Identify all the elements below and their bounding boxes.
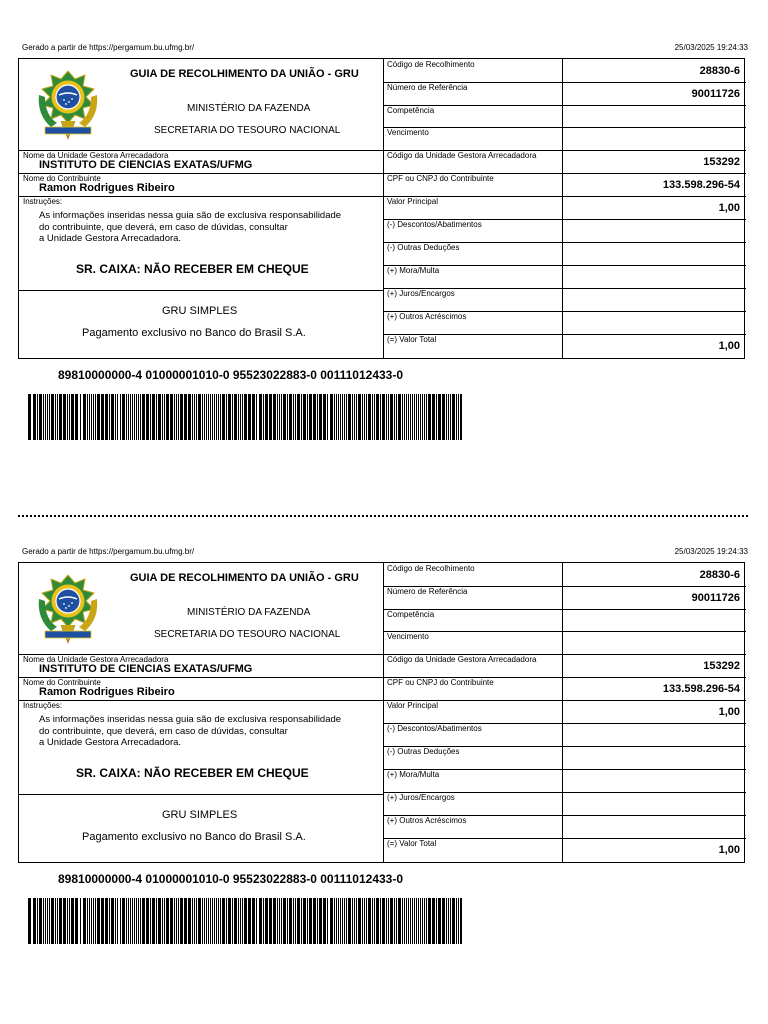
field-label: Número de Referência xyxy=(387,587,468,596)
barcode-icon xyxy=(28,394,462,440)
brazil-coat-of-arms-icon xyxy=(31,569,105,647)
form-title: GUIA DE RECOLHIMENTO DA UNIÃO - GRU xyxy=(130,68,359,80)
payment-note: Pagamento exclusivo no Banco do Brasil S.A. xyxy=(82,327,306,339)
field-label: (+) Juros/Encargos xyxy=(387,289,455,298)
field-label: (+) Juros/Encargos xyxy=(387,793,455,802)
ministry-name: MINISTÉRIO DA FAZENDA xyxy=(187,607,311,618)
no-cheque-notice: SR. CAIXA: NÃO RECEBER EM CHEQUE xyxy=(76,262,309,276)
field-value: 1,00 xyxy=(718,706,740,718)
contributor-value: Ramon Rodrigues Ribeiro xyxy=(39,182,175,194)
generated-from-text: Gerado a partir de https://pergamum.bu.ufmg.br/ xyxy=(22,547,195,556)
field-value: 90011726 xyxy=(691,88,740,100)
field-label: Competência xyxy=(387,106,435,115)
instructions-label: Instruções: xyxy=(23,701,63,710)
contributor-value: Ramon Rodrigues Ribeiro xyxy=(39,686,175,698)
field-label: Competência xyxy=(387,610,435,619)
field-label: (=) Valor Total xyxy=(387,839,437,848)
barcode-icon xyxy=(28,898,462,944)
contributor-label: Nome do Contribuinte xyxy=(23,174,101,183)
field-label: (-) Outras Deduções xyxy=(387,747,460,756)
field-label: Vencimento xyxy=(387,632,429,641)
digitable-line: 89810000000-4 01000001010-0 95523022883-0 00111012433-0 xyxy=(58,872,404,886)
field-label: (-) Outras Deduções xyxy=(387,243,460,252)
instructions-label: Instruções: xyxy=(23,197,63,206)
field-value: 28830-6 xyxy=(699,569,740,581)
field-label: Número de Referência xyxy=(387,83,468,92)
field-label: Código de Recolhimento xyxy=(387,564,475,573)
field-value: 1,00 xyxy=(718,340,740,352)
field-label: Código da Unidade Gestora Arrecadadora xyxy=(387,151,537,160)
field-label: (+) Outros Acréscimos xyxy=(387,816,467,825)
form-title: GUIA DE RECOLHIMENTO DA UNIÃO - GRU xyxy=(130,572,359,584)
field-value: 153292 xyxy=(703,660,740,672)
gru-form xyxy=(18,562,745,863)
ug-label: Nome da Unidade Gestora Arrecadadora xyxy=(23,655,169,664)
field-label: Código de Recolhimento xyxy=(387,60,475,69)
timestamp: 25/03/2025 19:24:33 xyxy=(674,43,748,52)
field-label: CPF ou CNPJ do Contribuinte xyxy=(387,174,494,183)
payment-note: Pagamento exclusivo no Banco do Brasil S.A. xyxy=(82,831,306,843)
gru-form xyxy=(18,58,745,359)
field-value: 90011726 xyxy=(691,592,740,604)
ug-value: INSTITUTO DE CIENCIAS EXATAS/UFMG xyxy=(39,159,253,171)
field-value: 1,00 xyxy=(718,844,740,856)
digitable-line: 89810000000-4 01000001010-0 95523022883-0 00111012433-0 xyxy=(58,368,404,382)
field-label: (+) Mora/Multa xyxy=(387,266,440,275)
gru-type: GRU SIMPLES xyxy=(162,305,238,317)
field-label: CPF ou CNPJ do Contribuinte xyxy=(387,678,494,687)
instructions-text: As informações inseridas nessa guia são de exclusiva responsabilidade do contribuinte, que deverá, em caso de dúvidas, consultar a Unidade Gestora Arrecadadora. xyxy=(39,714,342,748)
field-label: (-) Descontos/Abatimentos xyxy=(387,220,482,229)
instructions-text: As informações inseridas nessa guia são de exclusiva responsabilidade do contribuinte, que deverá, em caso de dúvidas, consultar a Unidade Gestora Arrecadadora. xyxy=(39,210,342,244)
gru-slip-2 xyxy=(0,544,768,886)
contributor-label: Nome do Contribuinte xyxy=(23,678,101,687)
field-label: Valor Principal xyxy=(387,701,438,710)
field-label: Código da Unidade Gestora Arrecadadora xyxy=(387,655,537,664)
field-value: 1,00 xyxy=(718,202,740,214)
ministry-name: MINISTÉRIO DA FAZENDA xyxy=(187,103,311,114)
field-value: 133.598.296-54 xyxy=(662,179,740,191)
cut-line xyxy=(18,515,748,517)
ug-label: Nome da Unidade Gestora Arrecadadora xyxy=(23,151,169,160)
field-value: 153292 xyxy=(703,156,740,168)
brazil-coat-of-arms-icon xyxy=(31,65,105,143)
field-label: Vencimento xyxy=(387,128,429,137)
field-value: 133.598.296-54 xyxy=(662,683,740,695)
timestamp: 25/03/2025 19:24:33 xyxy=(674,547,748,556)
generated-from-text: Gerado a partir de https://pergamum.bu.ufmg.br/ xyxy=(22,43,195,52)
field-label: Valor Principal xyxy=(387,197,438,206)
secretariat-name: SECRETARIA DO TESOURO NACIONAL xyxy=(154,629,341,640)
field-label: (+) Mora/Multa xyxy=(387,770,440,779)
gru-slip-1 xyxy=(0,40,768,382)
ug-value: INSTITUTO DE CIENCIAS EXATAS/UFMG xyxy=(39,663,253,675)
field-label: (+) Outros Acréscimos xyxy=(387,312,467,321)
gru-type: GRU SIMPLES xyxy=(162,809,238,821)
field-label: (-) Descontos/Abatimentos xyxy=(387,724,482,733)
field-label: (=) Valor Total xyxy=(387,335,437,344)
field-value: 28830-6 xyxy=(699,65,740,77)
no-cheque-notice: SR. CAIXA: NÃO RECEBER EM CHEQUE xyxy=(76,766,309,780)
secretariat-name: SECRETARIA DO TESOURO NACIONAL xyxy=(154,125,341,136)
